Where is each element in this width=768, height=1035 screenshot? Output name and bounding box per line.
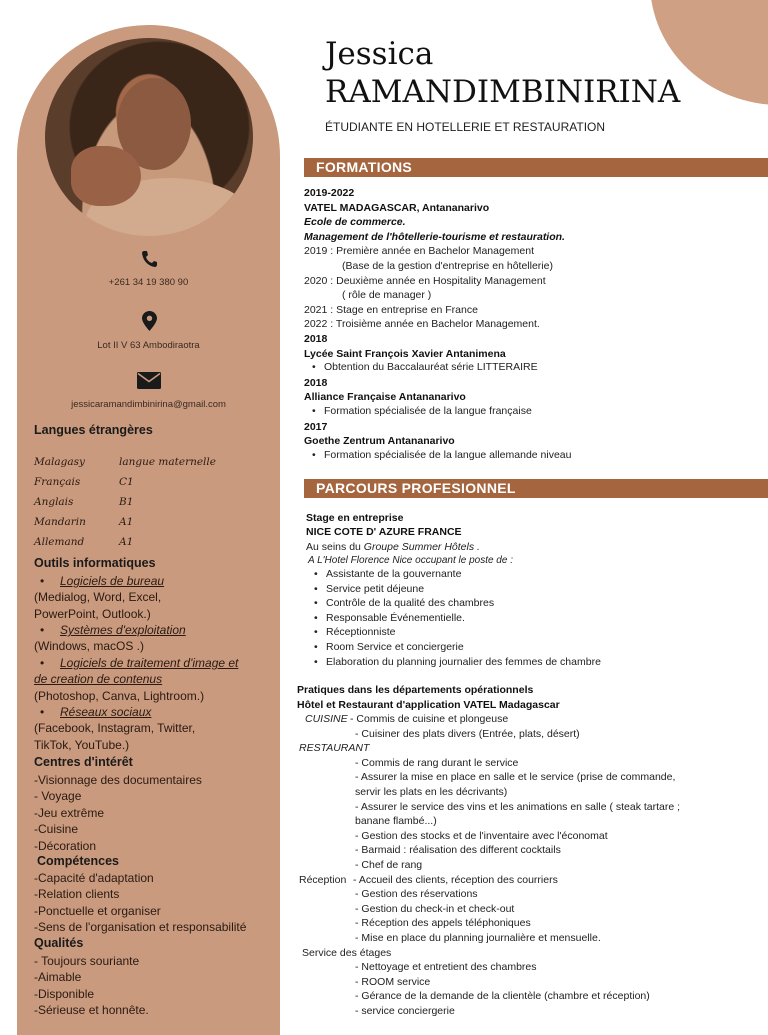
formation-line: 2018 <box>304 333 328 345</box>
language-name: Malagasy <box>34 456 85 468</box>
bullet-icon: • <box>40 705 45 719</box>
interests-heading: Centres d'intérêt <box>34 755 133 769</box>
skills-item: -Sens de l'organisation et responsabilité <box>34 920 247 935</box>
department-task: - Cuisiner des plats divers (Entrée, plats, désert) <box>355 727 580 740</box>
parcours-heading: PARCOURS PROFESIONNEL <box>316 480 516 496</box>
language-level: C1 <box>119 476 134 488</box>
formation-line: VATEL MADAGASCAR, Antananarivo <box>304 201 490 214</box>
department-task: - Accueil des clients, réception des courriers <box>353 873 558 886</box>
stage-line1 <box>306 540 480 554</box>
stage-duty: • Réceptionniste <box>326 626 395 638</box>
department-task: - Nettoyage et entretient des chambres <box>355 961 537 974</box>
stage-place: NICE COTE D' AZURE FRANCE <box>306 526 462 538</box>
stage-line1-group: Groupe Summer Hôtels . <box>363 541 480 553</box>
department-task: - ROOM service <box>355 975 431 988</box>
formation-line: Ecole de commerce. <box>304 216 406 229</box>
formation-line: Lycée Saint François Xavier Antanimena <box>304 347 506 360</box>
tools-line: (Photoshop, Canva, Lightroom.) <box>34 689 205 703</box>
stage-title: Stage en entreprise <box>306 512 404 524</box>
interests-item: -Cuisine <box>34 822 79 837</box>
tools-line: • Logiciels de traitement d'image et <box>40 656 239 670</box>
stage-duty: • Room Service et conciergerie <box>326 641 464 653</box>
formation-line: ( rôle de manager ) <box>342 289 432 302</box>
job-subtitle: ÉTUDIANTE EN HOTELLERIE ET RESTAURATION <box>325 120 606 134</box>
formation-line: 2018 <box>304 376 328 389</box>
department-task: - Commis de rang durant le service <box>355 756 519 769</box>
pratiques-place: Hôtel et Restaurant d'application VATEL Madagascar <box>297 699 560 711</box>
tools-line: • Réseaux sociaux <box>40 705 152 719</box>
language-level: B1 <box>119 496 134 508</box>
department-task: - Commis de cuisine et plongeuse <box>350 713 509 725</box>
stage-duty: • Elaboration du planning journalier des femmes de chambre <box>326 656 601 668</box>
skills-item: -Capacité d'adaptation <box>34 871 154 885</box>
department-task: - Réception des appels téléphoniques <box>355 917 531 930</box>
formation-line: 2022 : Troisième année en Bachelor Management. <box>304 318 540 331</box>
formation-line: Alliance Française Antananarivo <box>304 391 466 404</box>
formation-line: • Obtention du Baccalauréat série LITTERAIRE <box>324 361 538 373</box>
qualities-item: -Aimable <box>34 970 82 985</box>
stage-duty: • Service petit déjeune <box>326 583 424 595</box>
tools-line: de creation de contenus <box>34 672 163 686</box>
formations-heading: FORMATIONS <box>316 159 413 175</box>
last-name: RAMANDIMBINIRINA <box>325 74 681 110</box>
department-task: servir les plats en les décrivants) <box>355 786 508 798</box>
skills-item: -Ponctuelle et organiser <box>34 903 161 918</box>
formations-section-bar <box>304 158 768 177</box>
language-name: Mandarin <box>34 516 86 528</box>
tools-line: PowerPoint, Outlook.) <box>34 607 151 621</box>
department-label: CUISINE <box>305 713 348 725</box>
formation-line: Management de l'hôtellerie-tourisme et restauration. <box>304 230 565 243</box>
bullet-icon: • <box>40 656 45 670</box>
phone-icon <box>141 250 157 268</box>
location-pin-icon <box>142 311 157 331</box>
department-task: - Gestion des réservations <box>355 888 478 901</box>
pratiques-title: Pratiques dans les départements opérationnels <box>297 684 534 696</box>
contact-email[interactable]: jessicaramandimbinirina@gmail.com <box>71 399 226 410</box>
department-task: - Assurer le service des vins et les animations en salle ( steak tartare ; <box>355 800 681 813</box>
department-task: - Barmaid : réalisation des different cocktails <box>355 844 561 857</box>
department-label: RESTAURANT <box>299 742 370 755</box>
department-task: - Gestion des stocks et de l'inventaire avec l'économat <box>355 829 608 842</box>
formation-line: • Formation spécialisée de la langue allemande niveau <box>324 449 572 461</box>
interests-item: -Décoration <box>34 838 97 853</box>
parcours-section-bar <box>304 479 768 498</box>
contact-phone: +261 34 19 380 90 <box>108 277 189 288</box>
languages-heading: Langues étrangères <box>34 423 153 437</box>
tools-line: (Medialog, Word, Excel, <box>34 590 162 604</box>
tools-line: TikTok, YouTube.) <box>34 738 130 752</box>
formation-line: (Base de la gestion d'entreprise en hôtellerie) <box>342 260 553 272</box>
language-name: Anglais <box>34 496 74 508</box>
department-task: - service conciergerie <box>355 1005 455 1017</box>
contact-address: Lot II V 63 Ambodiraotra <box>97 340 200 351</box>
department-label: Service des étages <box>302 946 392 959</box>
formation-line: 2020 : Deuxième année en Hospitality Management <box>304 274 546 287</box>
language-name: Français <box>34 476 81 488</box>
bullet-icon: • <box>40 623 45 637</box>
department-task: - Gérance de la demande de la clientèle (chambre et réception) <box>355 990 650 1003</box>
qualities-item: -Disponible <box>34 986 95 1001</box>
department-task: - Chef de rang <box>355 859 423 871</box>
qualities-item: -Sérieuse et honnête. <box>34 1003 149 1018</box>
language-name: Allemand <box>34 536 85 548</box>
language-level: langue maternelle <box>119 456 216 468</box>
skills-item: -Relation clients <box>34 887 120 902</box>
interests-item: -Visionnage des documentaires <box>34 773 202 787</box>
bullet-icon: • <box>40 574 45 588</box>
stage-duty: • Assistante de la gouvernante <box>326 568 461 580</box>
tools-line: (Facebook, Instagram, Twitter, <box>34 721 196 735</box>
department-task: - Mise en place du planning journalière et mensuelle. <box>355 932 601 944</box>
stage-duty: • Responsable Événementielle. <box>326 612 465 624</box>
first-name: Jessica <box>325 36 434 72</box>
language-level: A1 <box>119 536 134 548</box>
stage-line2: A L'Hotel Florence Nice occupant le poste de : <box>308 555 513 566</box>
department-label: Réception <box>299 873 347 886</box>
formation-line: • Formation spécialisée de la langue française <box>324 405 532 417</box>
email-icon <box>137 372 161 389</box>
formation-line: 2019-2022 <box>304 187 355 199</box>
tools-line: • Logiciels de bureau <box>40 574 165 588</box>
qualities-heading: Qualités <box>34 936 84 950</box>
qualities-item: - Toujours souriante <box>34 954 140 968</box>
stage-duty: • Contrôle de la qualité des chambres <box>326 597 494 609</box>
skills-heading: Compétences <box>37 854 119 868</box>
formation-line: 2021 : Stage en entreprise en France <box>304 303 478 316</box>
tools-line: • Systèmes d'exploitation <box>40 623 186 637</box>
interests-item: - Voyage <box>34 789 82 804</box>
stage-line1-pre: Au seins du <box>306 541 364 553</box>
interests-item: -Jeu extrême <box>34 805 105 820</box>
tools-line: (Windows, macOS .) <box>34 639 145 653</box>
department-task: banane flambé...) <box>355 815 437 828</box>
profile-photo <box>45 38 253 236</box>
formation-line: Goethe Zentrum Antananarivo <box>304 435 455 448</box>
formation-line: 2019 : Première année en Bachelor Management <box>304 245 534 258</box>
formation-line: 2017 <box>304 420 328 433</box>
language-level: A1 <box>119 516 134 528</box>
department-task: - Gestion du check-in et check-out <box>355 902 515 915</box>
department-task: - Assurer la mise en place en salle et le service (prise de commande, <box>355 771 676 784</box>
tools-heading: Outils informatiques <box>34 556 156 570</box>
